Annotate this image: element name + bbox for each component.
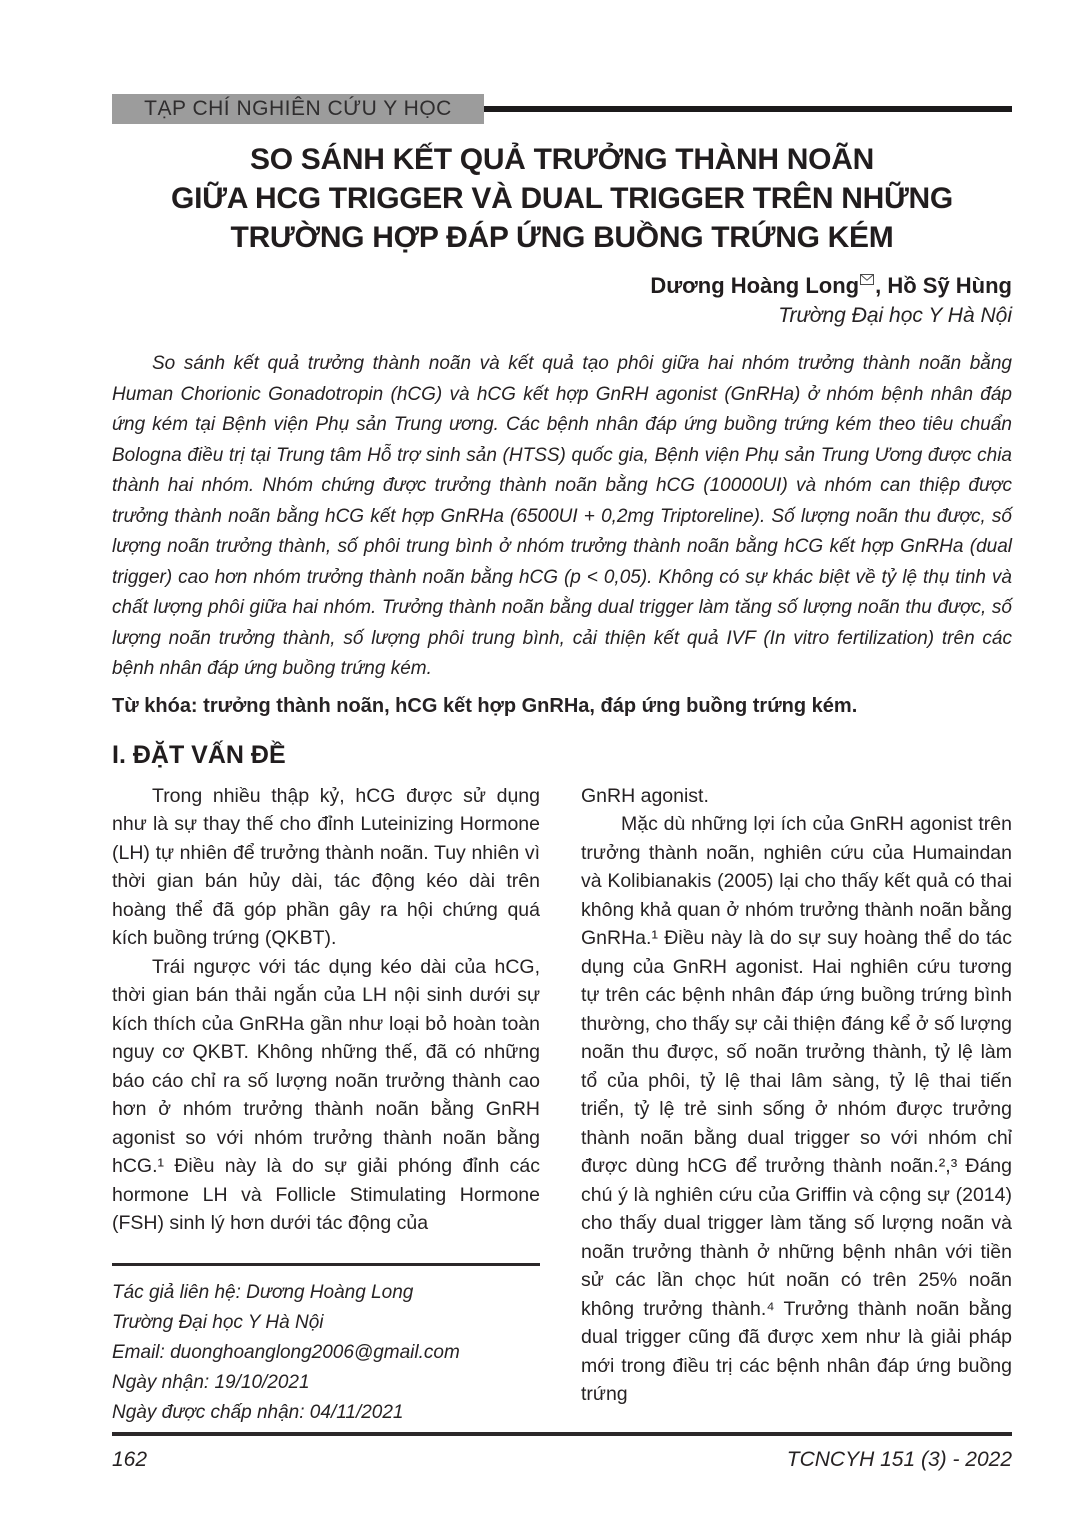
author-footnote — [112, 1263, 540, 1432]
journal-reference: TCNCYH 151 (3) - 2022 — [786, 1448, 1012, 1471]
article-title-line-3: TRƯỜNG HỢP ĐÁP ỨNG BUỒNG TRỨNG KÉM — [230, 221, 894, 254]
footnote-accepted-date: Ngày được chấp nhận: 04/11/2021 — [112, 1402, 404, 1423]
footnote-contact: Tác giả liên hệ: Dương Hoàng Long — [112, 1282, 414, 1303]
page-number: 162 — [112, 1448, 148, 1471]
keywords-label: Từ khóa: — [112, 694, 198, 717]
author-secondary: , Hồ Sỹ Hùng — [875, 273, 1012, 298]
article-title-line-1: SO SÁNH KẾT QUẢ TRƯỞNG THÀNH NOÃN — [250, 143, 874, 176]
footnote-affiliation: Trường Đại học Y Hà Nội — [112, 1312, 324, 1333]
right-column — [581, 782, 1012, 1433]
body-paragraph: Mặc dù những lợi ích của GnRH agonist trên trưởng thành noãn, nghiên cứu của Humaindan và Kolibianakis (2005) lại cho thấy kết quả có thai không khả quan ở nhóm trưởng thành noãn bằng GnRHa.¹ Điều này là do sự suy hoàng thể do tác dụng của GnRH agonist. Hai nghiên cứu tương tự trên các bệnh nhân đáp ứng buồng trứng bình thường, cho thấy sự cải thiện đáng kể ở số lượng noãn thu được, số noãn trưởng thành, tỷ lệ làm tổ của phôi, tỷ lệ thai lâm sàng, tỷ lệ thai tiến triển, tỷ lệ trẻ sinh sống ở nhóm được trưởng thành noãn bằng dual trigger so với nhóm chỉ được dùng hCG để trưởng thành noãn.²,³ Đáng chú ý là nghiên cứu của Griffin và cộng sự (2014) cho thấy dual trigger làm tăng số lượng noãn và noãn trưởng thành ở những bệnh nhân với tiền sử các lần chọc hút noãn có trên 25% noãn không trưởng thành.⁴ Trưởng thành noãn bằng dual trigger cũng đã được xem như là giải pháp mới trong điều trị các bệnh nhân đáp ứng buồng trứng — [581, 813, 1012, 1405]
section-heading-intro: I. ĐẶT VẤN ĐỀ — [112, 740, 286, 769]
footnote-email: Email: duonghoanglong2006@gmail.com — [112, 1342, 460, 1363]
journal-banner — [112, 94, 1012, 124]
email-envelope-icon — [860, 263, 874, 293]
footnote-received-date: Ngày nhận: 19/10/2021 — [112, 1372, 310, 1393]
author-line — [112, 263, 1012, 301]
two-column-body — [112, 782, 1012, 1433]
banner-rule — [484, 106, 1012, 112]
author-primary: Dương Hoàng Long — [650, 273, 860, 298]
keywords-text: trưởng thành noãn, hCG kết hợp GnRHa, đáp ứng buồng trứng kém. — [197, 694, 858, 717]
article-title-line-2: GIỮA HCG TRIGGER VÀ DUAL TRIGGER TRÊN NHỮNG — [171, 182, 953, 215]
page-footer — [112, 1432, 1012, 1472]
body-paragraph-continuation: GnRH agonist. — [581, 784, 709, 807]
article-title — [112, 140, 1012, 257]
abstract-paragraph: So sánh kết quả trưởng thành noãn và kết quả tạo phôi giữa hai nhóm trưởng thành noãn bằng Human Chorionic Gonadotropin (hCG) và hCG kết hợp GnRH agonist (GnRHa) ở nhóm bệnh nhân đáp ứng kém tại Bệnh viện Phụ sản Trung ương. Các bệnh nhân đáp ứng buồng trứng kém theo tiêu chuẩn Bologna điều trị tại Trung tâm Hỗ trợ sinh sản (HTSS) quốc gia, Bệnh viện Phụ sản Trung Ương được chia thành hai nhóm. Nhóm chứng được trưởng thành noãn bằng hCG (10000UI) và nhóm can thiệp được trưởng thành noãn bằng hCG kết hợp GnRHa (6500UI + 0,2mg Triptoreline). Số lượng noãn thu được, số lượng noãn trưởng thành, số phôi trung bình ở nhóm trưởng thành noãn bằng hCG kết hợp GnRHa (dual trigger) cao hơn nhóm trưởng thành noãn bằng hCG (p < 0,05). Không có sự khác biệt về tỷ lệ thụ tinh và chất lượng phôi giữa hai nhóm. Trưởng thành noãn bằng dual trigger làm tăng số lượng noãn thu được, số lượng noãn trưởng thành, số lượng phôi trung bình, cải thiện kết quả IVF (In vitro fertilization) trên các bệnh nhân đáp ứng buồng trứng kém. — [112, 353, 1012, 679]
affiliation: Trường Đại học Y Hà Nội — [778, 304, 1012, 327]
body-paragraph: Trái ngược với tác dụng kéo dài của hCG, thời gian bán thải ngắn của LH nội sinh dưới sự kích thích của GnRHa gần như loại bỏ hoàn toàn nguy cơ QKBT. Không những thế, đã có những báo cáo chỉ ra số lượng noãn trưởng thành cao hơn ở nhóm trưởng thành noãn bằng GnRH agonist so với nhóm trưởng thành noãn bằng hCG.¹ Điều này là do sự giải phóng đỉnh các hormone LH và Follicle Stimulating Hormone (FSH) sinh lý hơn dưới tác động của — [112, 955, 540, 1234]
journal-banner-label: TẠP CHÍ NGHIÊN CỨU Y HỌC — [112, 94, 484, 124]
keywords-line — [112, 691, 1012, 721]
body-paragraph: Trong nhiều thập kỷ, hCG được sử dụng như là sự thay thế cho đỉnh Luteinizing Hormone (LH) tự nhiên để trưởng thành noãn. Tuy nhiên vì thời gian bán hủy dài, tác động kéo dài trên hoàng thể đã góp phần gây ra hội chứng quá kích buồng trứng (QKBT). — [112, 784, 540, 949]
left-column — [112, 782, 540, 1433]
